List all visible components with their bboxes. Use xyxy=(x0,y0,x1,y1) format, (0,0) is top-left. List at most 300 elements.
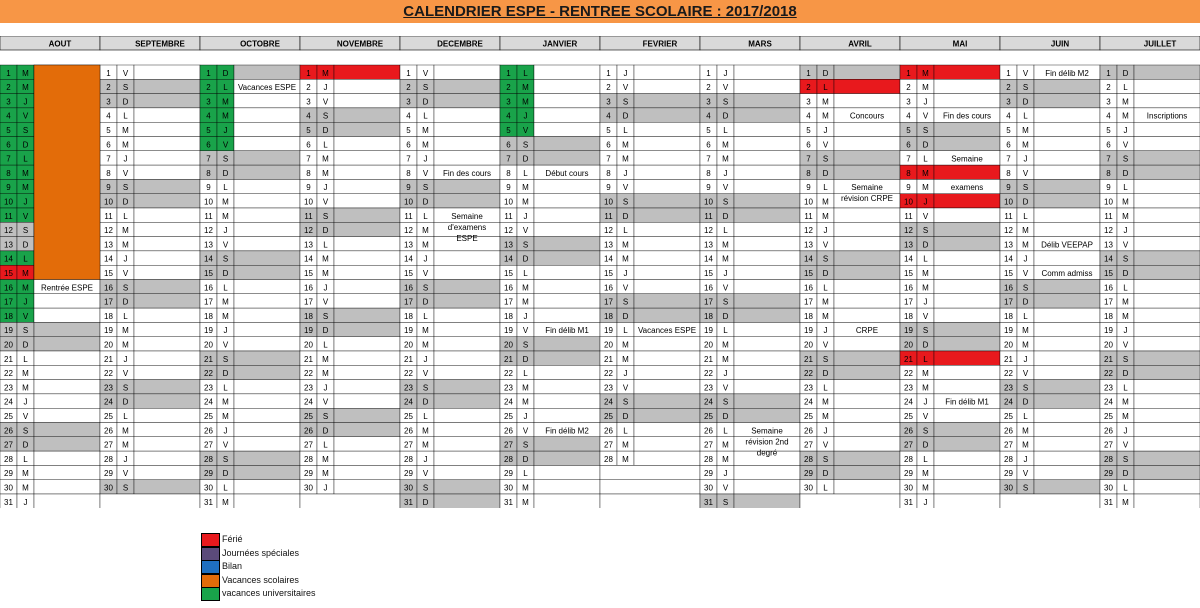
day-number: 25 xyxy=(604,412,613,421)
day-number: 3 xyxy=(6,97,11,107)
day-letter: D xyxy=(722,111,729,121)
day-number: 16 xyxy=(104,283,113,293)
day-number: 28 xyxy=(4,454,13,464)
day-number: 21 xyxy=(1104,354,1113,364)
day-event-cell xyxy=(1134,280,1200,294)
day-number: 20 xyxy=(4,340,13,350)
day-event-cell xyxy=(634,137,700,151)
day-number: 14 xyxy=(304,254,313,264)
day-number: 3 xyxy=(706,97,711,107)
day-letter: M xyxy=(522,97,529,107)
day-event-cell xyxy=(934,437,1000,451)
month-name: NOVEMBRE xyxy=(336,39,384,49)
day-letter: V xyxy=(122,369,129,379)
day-number: 5 xyxy=(306,126,311,135)
day-letter: L xyxy=(123,311,128,321)
day-number: 21 xyxy=(1004,354,1013,364)
day-number: 19 xyxy=(404,326,413,336)
day-number: 7 xyxy=(706,154,711,164)
day-number: 24 xyxy=(204,397,213,407)
day-event-cell xyxy=(134,65,200,79)
day-event-cell xyxy=(334,251,400,265)
day-letter: M xyxy=(422,326,429,336)
day-number: 6 xyxy=(206,140,211,150)
day-event-cell xyxy=(1134,437,1200,451)
day-event-cell xyxy=(134,451,200,465)
day-event-cell xyxy=(134,179,200,193)
day-number: 19 xyxy=(604,326,613,336)
day-event-cell xyxy=(734,251,800,265)
day-letter: D xyxy=(822,269,829,278)
day-number: 25 xyxy=(704,412,713,421)
day-event-cell xyxy=(134,151,200,165)
day-event-cell xyxy=(434,65,500,79)
day-letter: M xyxy=(822,111,829,121)
day-number: 3 xyxy=(1106,97,1111,107)
day-event-cell xyxy=(534,451,600,465)
day-number: 17 xyxy=(1004,297,1013,307)
day-number: 18 xyxy=(1104,311,1113,321)
day-number: 27 xyxy=(804,440,813,450)
day-number: 16 xyxy=(604,283,613,293)
day-number: 4 xyxy=(6,111,11,121)
day-number: 1 xyxy=(1106,68,1111,78)
day-letter: V xyxy=(622,383,629,393)
day-event-cell xyxy=(234,108,300,122)
day-number: 17 xyxy=(404,297,413,307)
day-event-cell xyxy=(134,380,200,394)
day-event-cell xyxy=(634,394,700,408)
day-event-cell xyxy=(1034,380,1100,394)
day-letter: D xyxy=(1122,469,1129,479)
empty-cell xyxy=(1000,494,1100,508)
day-letter: J xyxy=(923,197,928,207)
day-event-cell xyxy=(1134,408,1200,422)
day-letter: D xyxy=(1022,197,1029,207)
day-event-cell xyxy=(334,194,400,208)
day-event-cell xyxy=(234,165,300,179)
day-number: 20 xyxy=(504,340,513,350)
day-letter: V xyxy=(22,311,29,321)
day-number: 24 xyxy=(304,397,313,407)
day-letter: M xyxy=(522,483,529,493)
day-number: 27 xyxy=(1104,440,1113,450)
day-letter: L xyxy=(23,454,28,464)
day-letter: J xyxy=(523,311,528,321)
day-letter: M xyxy=(522,197,529,207)
day-letter: M xyxy=(1122,297,1129,307)
day-number: 28 xyxy=(104,454,113,464)
day-letter: L xyxy=(923,154,928,164)
day-letter: V xyxy=(922,211,929,221)
event-label: Fin délib M1 xyxy=(545,326,589,336)
day-letter: M xyxy=(722,140,729,150)
day-letter: S xyxy=(822,254,829,264)
day-event-cell xyxy=(334,322,400,336)
day-event-cell xyxy=(234,137,300,151)
day-event-cell xyxy=(634,308,700,322)
month-header xyxy=(900,36,1000,50)
day-number: 29 xyxy=(1004,469,1013,479)
day-event-cell xyxy=(34,380,100,394)
day-letter: M xyxy=(822,297,829,307)
day-number: 2 xyxy=(306,83,311,93)
day-event-cell xyxy=(634,451,700,465)
day-letter: S xyxy=(722,397,729,407)
day-letter: D xyxy=(22,240,29,250)
day-number: 27 xyxy=(604,440,613,450)
day-number: 24 xyxy=(904,397,913,407)
day-number: 29 xyxy=(804,469,813,479)
day-event-cell xyxy=(934,308,1000,322)
day-event-cell xyxy=(1134,337,1200,351)
day-letter: D xyxy=(922,340,929,350)
day-event-cell xyxy=(634,380,700,394)
day-number: 11 xyxy=(1004,211,1013,221)
day-number: 7 xyxy=(6,154,11,164)
day-letter: J xyxy=(423,454,428,464)
day-letter: V xyxy=(722,183,729,193)
day-number: 3 xyxy=(606,97,611,107)
day-number: 23 xyxy=(804,383,813,393)
day-number: 31 xyxy=(404,497,413,507)
event-label: Inscriptions xyxy=(1146,111,1188,121)
day-event-cell xyxy=(334,179,400,193)
day-number: 10 xyxy=(304,197,313,207)
day-event-cell xyxy=(134,79,200,93)
day-letter: M xyxy=(1122,497,1129,507)
day-event-cell xyxy=(234,122,300,136)
day-letter: L xyxy=(723,126,728,135)
day-letter: M xyxy=(522,397,529,407)
day-letter: V xyxy=(422,469,429,479)
day-event-cell xyxy=(334,408,400,422)
day-letter: J xyxy=(723,68,728,78)
day-event-cell xyxy=(734,308,800,322)
day-letter: L xyxy=(223,83,228,93)
legend-label: Journées spéciales xyxy=(222,547,300,558)
event-label: Semaine xyxy=(451,211,483,221)
day-number: 22 xyxy=(204,369,213,379)
day-letter: J xyxy=(323,383,328,393)
day-number: 27 xyxy=(404,440,413,450)
day-letter: L xyxy=(723,326,728,336)
day-number: 21 xyxy=(904,354,913,364)
day-number: 16 xyxy=(1004,283,1013,293)
day-event-cell xyxy=(834,151,900,165)
day-event-cell xyxy=(534,337,600,351)
day-number: 6 xyxy=(406,140,411,150)
day-event-cell xyxy=(234,294,300,308)
day-letter: D xyxy=(1022,297,1029,307)
day-event-cell xyxy=(134,108,200,122)
day-letter: M xyxy=(622,454,629,464)
day-letter: M xyxy=(422,226,429,236)
day-letter: S xyxy=(422,383,429,393)
month-name: MARS xyxy=(748,39,772,49)
day-number: 26 xyxy=(604,426,613,436)
day-event-cell xyxy=(34,308,100,322)
day-event-cell xyxy=(234,308,300,322)
day-letter: S xyxy=(722,197,729,207)
day-letter: J xyxy=(223,226,228,236)
day-letter: S xyxy=(1122,454,1129,464)
day-letter: D xyxy=(522,354,529,364)
day-letter: M xyxy=(922,283,929,293)
day-event-cell xyxy=(234,351,300,365)
day-letter: D xyxy=(122,197,129,207)
day-event-cell xyxy=(634,179,700,193)
day-letter: S xyxy=(322,311,329,321)
day-event-cell xyxy=(834,480,900,494)
day-number: 6 xyxy=(306,140,311,150)
day-event-cell xyxy=(334,65,400,79)
day-number: 24 xyxy=(504,397,513,407)
day-event-cell xyxy=(1034,465,1100,479)
day-event-cell xyxy=(234,251,300,265)
day-letter: S xyxy=(922,326,929,336)
day-number: 26 xyxy=(904,426,913,436)
day-event-cell xyxy=(1134,480,1200,494)
day-number: 14 xyxy=(504,254,513,264)
day-number: 17 xyxy=(104,297,113,307)
day-number: 13 xyxy=(104,240,113,250)
day-number: 1 xyxy=(506,68,511,78)
day-number: 1 xyxy=(206,68,211,78)
event-label: Fin délib M1 xyxy=(945,397,989,407)
legend-swatch xyxy=(201,574,220,588)
event-label: révision 2nd xyxy=(745,437,789,447)
day-number: 17 xyxy=(504,297,513,307)
day-number: 15 xyxy=(904,269,913,278)
day-number: 17 xyxy=(604,297,613,307)
day-number: 23 xyxy=(704,383,713,393)
day-number: 26 xyxy=(804,426,813,436)
day-event-cell xyxy=(1034,437,1100,451)
day-number: 24 xyxy=(1104,397,1113,407)
day-letter: S xyxy=(522,340,529,350)
day-event-cell xyxy=(1134,179,1200,193)
day-event-cell xyxy=(934,194,1000,208)
day-number: 3 xyxy=(106,97,111,107)
day-event-cell xyxy=(534,437,600,451)
day-number: 18 xyxy=(504,311,513,321)
day-number: 19 xyxy=(704,326,713,336)
day-event-cell xyxy=(834,222,900,236)
day-number: 21 xyxy=(104,354,113,364)
day-number: 13 xyxy=(4,240,13,250)
day-letter: D xyxy=(622,412,629,421)
day-letter: J xyxy=(523,211,528,221)
day-event-cell xyxy=(34,294,100,308)
day-event-cell xyxy=(234,480,300,494)
day-event-cell xyxy=(534,251,600,265)
day-letter: V xyxy=(922,111,929,121)
event-label: Fin des cours xyxy=(442,168,492,178)
day-number: 13 xyxy=(504,240,513,250)
day-letter: S xyxy=(1122,154,1129,164)
day-number: 3 xyxy=(906,97,911,107)
day-event-cell xyxy=(534,465,600,479)
day-event-cell xyxy=(1034,194,1100,208)
day-number: 17 xyxy=(304,297,313,307)
day-event-cell xyxy=(834,437,900,451)
day-letter: D xyxy=(222,269,229,278)
day-event-cell xyxy=(334,437,400,451)
day-number: 20 xyxy=(404,340,413,350)
day-letter: L xyxy=(423,412,428,421)
day-number: 30 xyxy=(904,483,913,493)
day-event-cell xyxy=(1034,208,1100,222)
day-number: 31 xyxy=(4,497,13,507)
day-letter: D xyxy=(722,211,729,221)
day-letter: S xyxy=(1022,83,1029,93)
day-letter: V xyxy=(122,68,129,78)
day-letter: M xyxy=(122,326,129,336)
day-number: 1 xyxy=(706,68,711,78)
day-letter: D xyxy=(522,454,529,464)
day-number: 8 xyxy=(306,168,311,178)
day-number: 1 xyxy=(806,68,811,78)
day-event-cell xyxy=(334,451,400,465)
day-number: 22 xyxy=(404,369,413,379)
day-number: 26 xyxy=(304,426,313,436)
day-number: 19 xyxy=(4,326,13,336)
day-number: 26 xyxy=(4,426,13,436)
day-letter: M xyxy=(622,240,629,250)
day-event-cell xyxy=(234,494,300,508)
day-number: 15 xyxy=(504,269,513,278)
day-number: 14 xyxy=(604,254,613,264)
day-event-cell xyxy=(434,108,500,122)
day-number: 16 xyxy=(204,283,213,293)
day-number: 18 xyxy=(204,311,213,321)
day-letter: M xyxy=(222,297,229,307)
empty-cell xyxy=(600,480,700,494)
day-number: 14 xyxy=(104,254,113,264)
month-name: FEVRIER xyxy=(642,39,678,49)
day-event-cell xyxy=(334,351,400,365)
day-letter: M xyxy=(1122,397,1129,407)
day-letter: D xyxy=(1122,68,1129,78)
day-letter: D xyxy=(22,440,29,450)
day-number: 28 xyxy=(904,454,913,464)
day-event-cell xyxy=(534,79,600,93)
day-number: 28 xyxy=(1004,454,1013,464)
day-event-cell xyxy=(734,494,800,508)
day-event-cell xyxy=(434,437,500,451)
day-event-cell xyxy=(934,280,1000,294)
day-event-cell xyxy=(834,451,900,465)
day-number: 8 xyxy=(606,168,611,178)
day-number: 23 xyxy=(1004,383,1013,393)
day-event-cell xyxy=(234,365,300,379)
day-letter: S xyxy=(622,297,629,307)
day-event-cell xyxy=(234,194,300,208)
day-number: 10 xyxy=(204,197,213,207)
day-letter: M xyxy=(522,497,529,507)
day-letter: J xyxy=(323,183,328,193)
day-event-cell xyxy=(1134,137,1200,151)
day-event-cell xyxy=(434,280,500,294)
day-letter: L xyxy=(223,283,228,293)
day-event-cell xyxy=(734,165,800,179)
day-letter: M xyxy=(1122,311,1129,321)
day-number: 20 xyxy=(204,340,213,350)
day-letter: V xyxy=(422,68,429,78)
day-number: 13 xyxy=(804,240,813,250)
day-letter: M xyxy=(22,83,29,93)
day-event-cell xyxy=(734,465,800,479)
day-letter: V xyxy=(322,197,329,207)
day-letter: M xyxy=(722,340,729,350)
day-letter: J xyxy=(323,483,328,493)
empty-cell xyxy=(100,494,200,508)
day-letter: V xyxy=(1022,168,1029,178)
day-event-cell xyxy=(1134,237,1200,251)
day-number: 14 xyxy=(1004,254,1013,264)
day-letter: J xyxy=(23,497,28,507)
day-event-cell xyxy=(1134,322,1200,336)
day-letter: V xyxy=(922,311,929,321)
day-number: 8 xyxy=(706,168,711,178)
day-letter: L xyxy=(623,126,628,135)
day-event-cell xyxy=(934,294,1000,308)
day-number: 5 xyxy=(806,126,811,135)
day-letter: L xyxy=(523,269,528,278)
day-event-cell xyxy=(34,451,100,465)
day-letter: M xyxy=(822,397,829,407)
day-letter: L xyxy=(1123,183,1128,193)
day-letter: M xyxy=(22,469,29,479)
day-number: 13 xyxy=(1104,240,1113,250)
day-letter: M xyxy=(222,412,229,421)
day-event-cell xyxy=(534,294,600,308)
day-event-cell xyxy=(1034,280,1100,294)
day-number: 18 xyxy=(404,311,413,321)
day-event-cell xyxy=(834,465,900,479)
day-letter: M xyxy=(522,297,529,307)
day-letter: V xyxy=(922,412,929,421)
event-label: CRPE xyxy=(855,326,879,336)
day-event-cell xyxy=(134,94,200,108)
day-number: 26 xyxy=(504,426,513,436)
day-letter: M xyxy=(222,397,229,407)
day-event-cell xyxy=(434,194,500,208)
day-event-cell xyxy=(134,322,200,336)
day-number: 24 xyxy=(4,397,13,407)
day-letter: M xyxy=(422,426,429,436)
day-letter: V xyxy=(1122,240,1129,250)
day-event-cell xyxy=(134,280,200,294)
day-event-cell xyxy=(1134,222,1200,236)
day-event-cell xyxy=(434,122,500,136)
day-number: 5 xyxy=(1006,126,1011,135)
event-label: Vacances ESPE xyxy=(637,326,697,336)
day-number: 8 xyxy=(806,168,811,178)
day-letter: L xyxy=(823,283,828,293)
day-event-cell xyxy=(1034,79,1100,93)
day-number: 18 xyxy=(104,311,113,321)
legend-swatch xyxy=(201,547,220,561)
day-letter: M xyxy=(222,97,229,107)
day-event-cell xyxy=(934,408,1000,422)
day-event-cell xyxy=(1034,108,1100,122)
day-event-cell xyxy=(134,237,200,251)
day-number: 30 xyxy=(204,483,213,493)
day-event-cell xyxy=(934,380,1000,394)
day-letter: L xyxy=(623,426,628,436)
